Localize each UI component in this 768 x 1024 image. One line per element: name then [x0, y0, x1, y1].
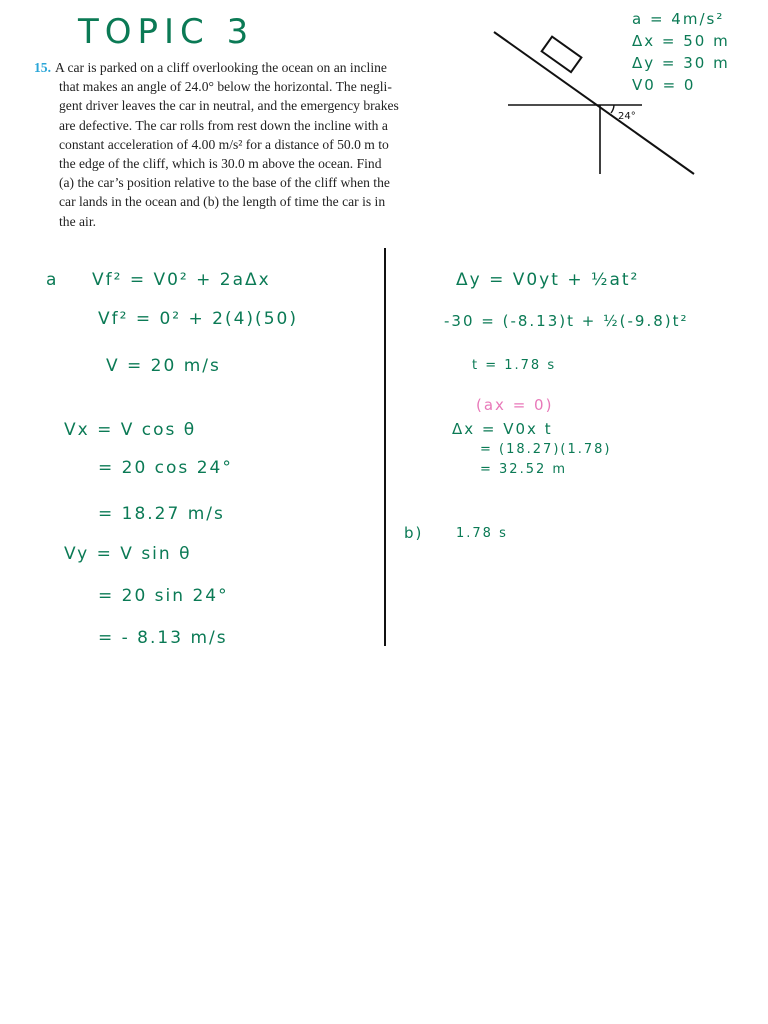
- incline-line: [494, 32, 694, 174]
- given-acceleration: a = 4m/s²: [632, 10, 725, 28]
- problem-line: A car is parked on a cliff overlooking the ocean on an incline: [55, 60, 387, 75]
- work-line: = 20 sin 24°: [98, 586, 229, 606]
- work-line: Vx = V cos θ: [64, 420, 197, 440]
- problem-line: the air.: [59, 213, 96, 229]
- problem-line: constant acceleration of 4.00 m/s² for a distance of 50.0 m to: [59, 136, 389, 152]
- problem-number: 15.: [34, 60, 51, 75]
- car-block: [542, 37, 582, 73]
- angle-label: 24°: [618, 111, 636, 122]
- work-line: Vf² = V0² + 2aΔx: [92, 270, 271, 290]
- work-line: -30 = (-8.13)t + ½(-9.8)t²: [444, 312, 689, 330]
- work-line: t = 1.78 s: [472, 358, 557, 373]
- problem-line: (a) the car’s position relative to the base of the cliff when the: [59, 175, 390, 191]
- part-a-label: a: [46, 270, 59, 290]
- work-line: Δx = V0x t: [452, 420, 553, 438]
- problem-line: the edge of the cliff, which is 30.0 m above the ocean. Find: [59, 156, 382, 172]
- work-line: Vf² = 0² + 2(4)(50): [98, 309, 298, 329]
- work-line: = 18.27 m/s: [98, 504, 225, 524]
- work-line-note: (ax = 0): [476, 396, 554, 414]
- work-line: V = 20 m/s: [106, 356, 221, 376]
- given-delta-y: Δy = 30 m: [632, 54, 730, 72]
- column-divider: [384, 248, 386, 646]
- given-delta-x: Δx = 50 m: [632, 32, 730, 50]
- work-line: = 20 cos 24°: [98, 458, 233, 478]
- problem-line: car lands in the ocean and (b) the length of time the car is in: [59, 194, 386, 210]
- incline-diagram: [490, 28, 700, 178]
- problem-line: gent driver leaves the car in neutral, and the emergency brakes: [59, 98, 399, 114]
- work-line: = (18.27)(1.78): [480, 442, 612, 457]
- part-b-label: b): [404, 524, 424, 542]
- given-initial-velocity: V0 = 0: [632, 76, 696, 94]
- angle-arc: [611, 105, 614, 113]
- work-line: Δy = V0yt + ½at²: [456, 270, 640, 290]
- work-line: = 32.52 m: [480, 462, 568, 477]
- problem-statement: [34, 58, 444, 231]
- page-title: TOPIC 3: [78, 12, 255, 52]
- work-line: = - 8.13 m/s: [98, 628, 228, 648]
- problem-line: are defective. The car rolls from rest down the incline with a: [59, 117, 388, 133]
- work-line: Vy = V sin θ: [64, 544, 192, 564]
- part-b-answer: 1.78 s: [456, 526, 508, 541]
- problem-line: that makes an angle of 24.0° below the horizontal. The negli-: [59, 79, 392, 95]
